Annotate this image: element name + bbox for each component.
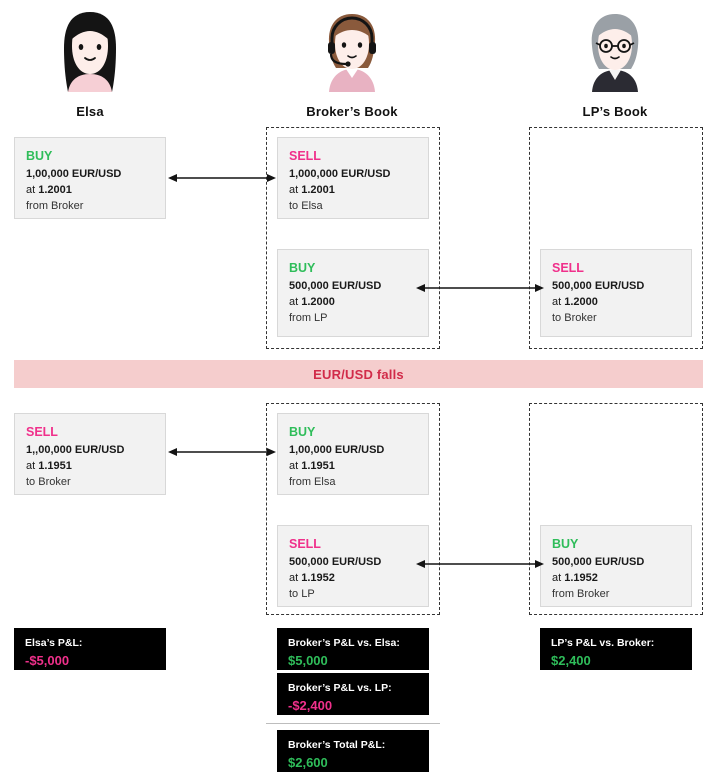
rate-prefix: at [289, 296, 302, 309]
rate-prefix: at [289, 572, 302, 585]
trade-counterparty: from Broker [552, 588, 610, 600]
pnl-value: -$2,400 [288, 697, 333, 713]
trade-counterparty: from LP [289, 312, 328, 324]
rate-value: 1.2001 [38, 184, 72, 197]
woman-long-hair-avatar [44, 6, 136, 98]
trade-card-broker-buy-lp [277, 249, 429, 337]
banner-text: EUR/USD falls [313, 366, 404, 382]
rate-prefix: at [552, 296, 565, 309]
trade-card-lp-buy-broker [540, 525, 692, 607]
rate-value: 1.1952 [301, 572, 335, 585]
trade-rate [552, 571, 680, 587]
trade-amount: 500,000 EUR/USD [289, 280, 382, 293]
rate-value: 1.2001 [301, 184, 335, 197]
rate-value: 1.1951 [301, 460, 335, 473]
column-header-elsa [10, 6, 170, 119]
trade-card-broker-sell-elsa [277, 137, 429, 219]
rate-prefix: at [26, 184, 39, 197]
rate-value: 1.1951 [38, 460, 72, 473]
trade-side: SELL [289, 149, 321, 163]
trade-card-lp-sell-broker [540, 249, 692, 337]
trade-amount: 500,000 EUR/USD [552, 280, 645, 293]
person-glasses-avatar [569, 6, 661, 98]
trade-counterparty: to LP [289, 588, 315, 600]
trade-side: BUY [26, 149, 53, 163]
trade-counterparty: to Elsa [289, 200, 323, 212]
pnl-value: $5,000 [288, 652, 328, 668]
pnl-box-broker-total [277, 730, 429, 772]
pnl-label: Broker’s Total P&L: [288, 739, 386, 751]
trade-amount: 500,000 EUR/USD [552, 556, 645, 569]
pnl-label: Broker’s P&L vs. LP: [288, 682, 392, 694]
trade-rate [289, 459, 417, 475]
pnl-label: LP’s P&L vs. Broker: [551, 637, 655, 649]
pnl-total-divider [266, 723, 440, 724]
trade-amount: 1,00,000 EUR/USD [289, 444, 385, 457]
trade-side: SELL [289, 537, 321, 551]
trade-amount: 1,00,000 EUR/USD [26, 168, 122, 181]
pnl-box-broker-vs-lp [277, 673, 429, 715]
rate-prefix: at [289, 184, 302, 197]
pnl-box-broker-vs-elsa [277, 628, 429, 670]
trade-rate [289, 295, 417, 311]
rate-prefix: at [26, 460, 39, 473]
rate-value: 1.1952 [564, 572, 598, 585]
trade-side: BUY [289, 261, 316, 275]
arrow-broker-lp-phase2 [416, 558, 544, 570]
trade-side: SELL [26, 425, 58, 439]
rate-prefix: at [552, 572, 565, 585]
pnl-value: $2,600 [288, 754, 328, 770]
market-move-banner [14, 360, 703, 388]
trade-card-elsa-buy [14, 137, 166, 219]
trade-card-broker-buy-elsa [277, 413, 429, 495]
trade-counterparty: from Broker [26, 200, 84, 212]
rate-prefix: at [289, 460, 302, 473]
trade-counterparty: from Elsa [289, 476, 336, 488]
column-header-broker [272, 6, 432, 119]
trade-amount: 500,000 EUR/USD [289, 556, 382, 569]
trade-rate [26, 183, 154, 199]
pnl-box-elsa [14, 628, 166, 670]
column-label: LP’s Book [582, 104, 648, 119]
trade-rate [289, 183, 417, 199]
trade-rate [26, 459, 154, 475]
trade-counterparty: to Broker [552, 312, 597, 324]
trade-amount: 1,,00,000 EUR/USD [26, 444, 125, 457]
trade-counterparty: to Broker [26, 476, 71, 488]
pnl-value: $2,400 [551, 652, 591, 668]
arrow-elsa-broker-phase1 [168, 172, 276, 184]
trade-card-broker-sell-lp [277, 525, 429, 607]
rate-value: 1.2000 [301, 296, 335, 309]
pnl-label: Elsa’s P&L: [25, 637, 83, 649]
column-label: Broker’s Book [306, 104, 398, 119]
pnl-value: -$5,000 [25, 652, 70, 668]
pnl-label: Broker’s P&L vs. Elsa: [288, 637, 400, 649]
trade-side: SELL [552, 261, 584, 275]
pnl-box-lp [540, 628, 692, 670]
column-label: Elsa [76, 104, 104, 119]
trade-rate [289, 571, 417, 587]
arrow-elsa-broker-phase2 [168, 446, 276, 458]
broker-headset-avatar [306, 6, 398, 98]
rate-value: 1.2000 [564, 296, 598, 309]
arrow-broker-lp-phase1 [416, 282, 544, 294]
column-header-lp [535, 6, 695, 119]
trade-side: BUY [289, 425, 316, 439]
trade-card-elsa-sell [14, 413, 166, 495]
trade-side: BUY [552, 537, 579, 551]
trade-rate [552, 295, 680, 311]
trade-amount: 1,000,000 EUR/USD [289, 168, 391, 181]
